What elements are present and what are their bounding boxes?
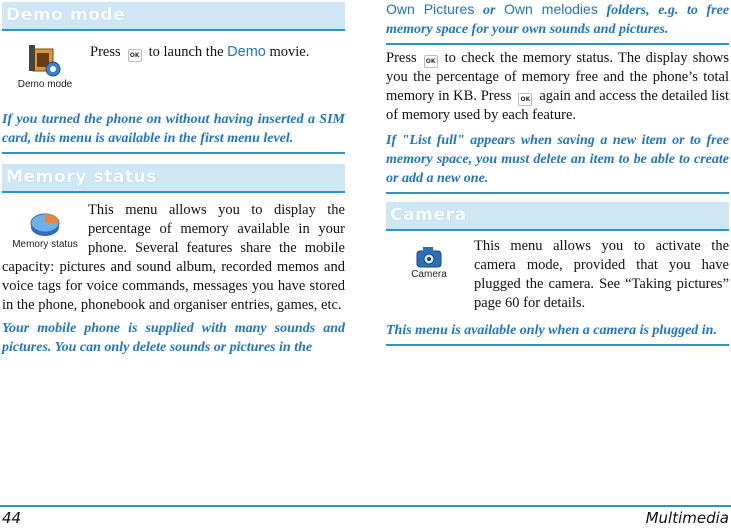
memory-status-icon-block bbox=[2, 209, 88, 250]
section-header-memory-status bbox=[2, 164, 345, 193]
demo-mode-note: If you turned the phone on without having inserted a SIM card, this menu is available in the first menu level. bbox=[2, 110, 345, 154]
pie-chart-icon bbox=[27, 209, 63, 239]
memory-status-text: This menu allows you to display the percentage of memory available in your phone. Several features share the mobile capacity: pictures and sound album, recorded memos and voice tags for voice commands, messages you have stored in the phone, phonebook and organiser entries, games, etc. bbox=[2, 202, 345, 313]
own-melodies-label: Own melodies bbox=[504, 1, 598, 17]
note-rest: folders, e.g. to free memory space for your own sounds and pictures. bbox=[386, 3, 730, 37]
ok-key-icon: OK bbox=[128, 49, 142, 62]
page-footer bbox=[0, 505, 731, 531]
icon-caption: Camera bbox=[411, 269, 447, 280]
camera-text: This menu allows you to activate the camera mode, provided that you have plugged the camera. See “Taking pictures” page 60 for details. bbox=[474, 238, 729, 311]
icon-caption: Memory status bbox=[12, 239, 78, 250]
film-icon bbox=[25, 43, 65, 79]
right-column bbox=[386, 0, 729, 346]
section-header-demo-mode bbox=[2, 2, 345, 31]
demo-mode-text bbox=[90, 39, 345, 62]
camera-icon-block bbox=[386, 245, 472, 280]
memory-status-block bbox=[2, 201, 345, 315]
section-title: Memory status bbox=[6, 167, 158, 187]
ok-key-icon: OK bbox=[424, 55, 438, 68]
left-column bbox=[2, 0, 345, 361]
section-title: Demo mode bbox=[6, 5, 126, 25]
page-number: 44 bbox=[2, 509, 22, 527]
memory-check-text bbox=[386, 49, 729, 125]
again-text: again and access the detailed list of memory used by each feature. bbox=[386, 88, 730, 123]
ok-key-icon: OK bbox=[518, 93, 532, 106]
camera-note: This menu is available only when a camera is plugged in. bbox=[386, 321, 729, 346]
chapter-title: Multimedia bbox=[645, 509, 729, 527]
camera-icon bbox=[414, 245, 444, 269]
list-full-note: If "List full" appears when saving a new item or to free memory space, you must delete an item to be able to create or add a new one. bbox=[386, 131, 729, 194]
own-pictures-label: Own Pictures bbox=[386, 1, 475, 17]
camera-block bbox=[386, 237, 729, 313]
or-text: or bbox=[482, 3, 496, 18]
section-header-camera bbox=[386, 202, 729, 231]
icon-caption: Demo mode bbox=[17, 79, 73, 90]
check-text: to check the memory status. The display shows you the percentage of memory free and the phone’s total memory in KB. Press bbox=[386, 50, 729, 104]
demo-mode-icon-block bbox=[2, 43, 88, 90]
launch-text: to launch the bbox=[148, 44, 224, 60]
movie-text: movie. bbox=[269, 44, 310, 60]
demo-word: Demo bbox=[227, 44, 266, 60]
memory-status-note-part2 bbox=[386, 0, 729, 45]
section-title: Camera bbox=[390, 205, 467, 225]
memory-status-note-part1: Your mobile phone is supplied with many sounds and pictures. You can only delete sounds or pictures in the bbox=[2, 321, 345, 355]
press-text: Press bbox=[90, 44, 121, 60]
demo-mode-block bbox=[2, 39, 345, 90]
press-text: Press bbox=[386, 50, 417, 66]
